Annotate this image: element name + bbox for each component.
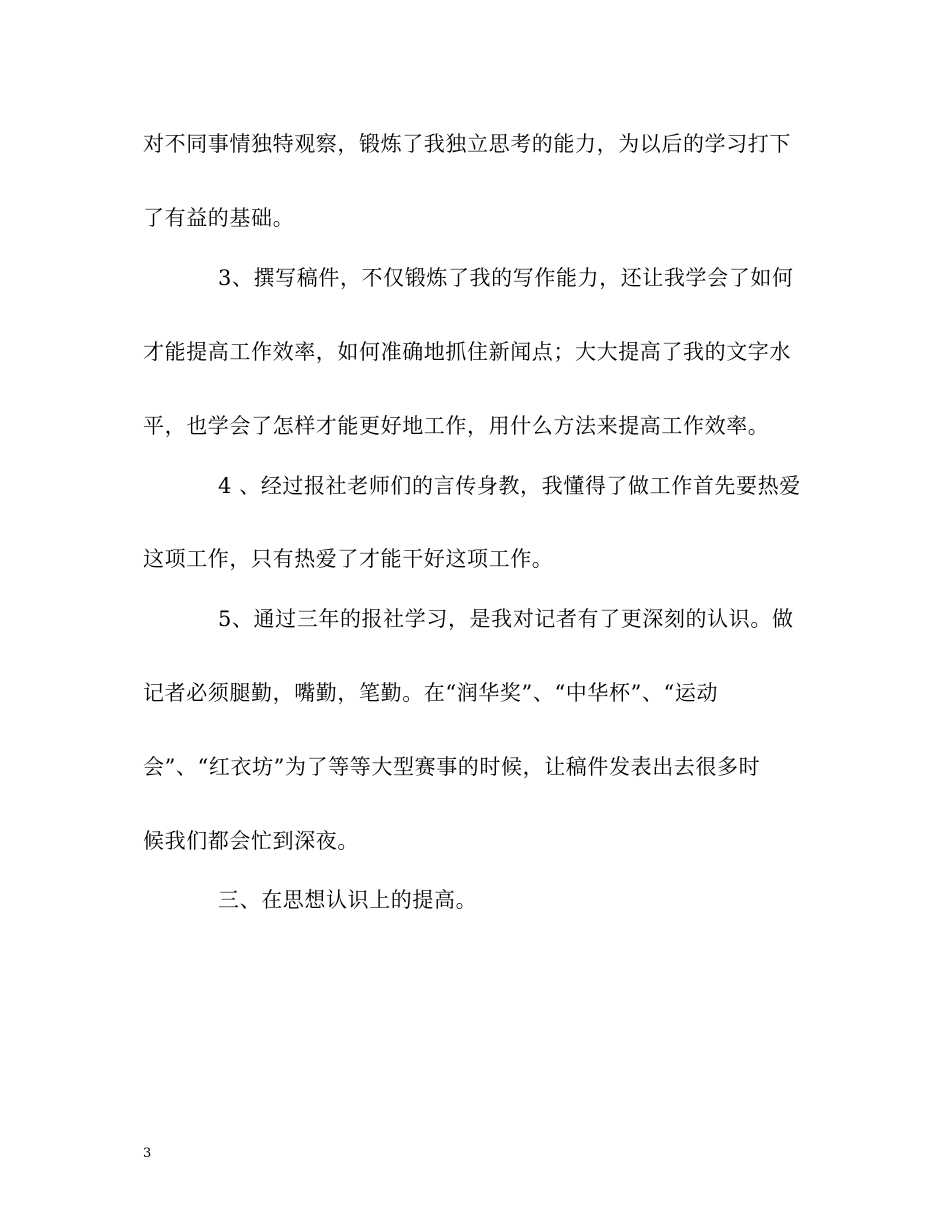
paragraph-start: 3、撰写稿件，不仅锻炼了我的写作能力，还让我学会了如何 bbox=[218, 266, 794, 290]
text-line: 候我们都会忙到深夜。 bbox=[143, 829, 359, 853]
text-line: 这项工作，只有热爱了才能干好这项工作。 bbox=[143, 547, 554, 571]
text-line: 才能提高工作效率，如何准确地抓住新闻点；大大提高了我的文字水 bbox=[143, 340, 791, 364]
text-line: 会”、“红衣坊”为了等等大型赛事的时候，让稿件发表出去很多时 bbox=[143, 755, 761, 779]
text-line: 了有益的基础。 bbox=[143, 206, 295, 230]
page-number: 3 bbox=[143, 1146, 152, 1161]
text-line: 对不同事情独特观察，锻炼了我独立思考的能力，为以后的学习打下 bbox=[143, 132, 791, 156]
text-line: 平，也学会了怎样才能更好地工作，用什么方法来提高工作效率。 bbox=[143, 414, 770, 438]
paragraph-start: 4 、经过报社老师们的言传身教，我懂得了做工作首先要热爱 bbox=[218, 474, 801, 498]
text-line: 记者必须腿勤，嘴勤，笔勤。在“润华奖”、“中华杯”、“运动 bbox=[143, 681, 719, 705]
section-heading: 三、在思想认识上的提高。 bbox=[218, 888, 478, 912]
paragraph-start: 5、通过三年的报社学习，是我对记者有了更深刻的认识。做 bbox=[218, 607, 794, 631]
